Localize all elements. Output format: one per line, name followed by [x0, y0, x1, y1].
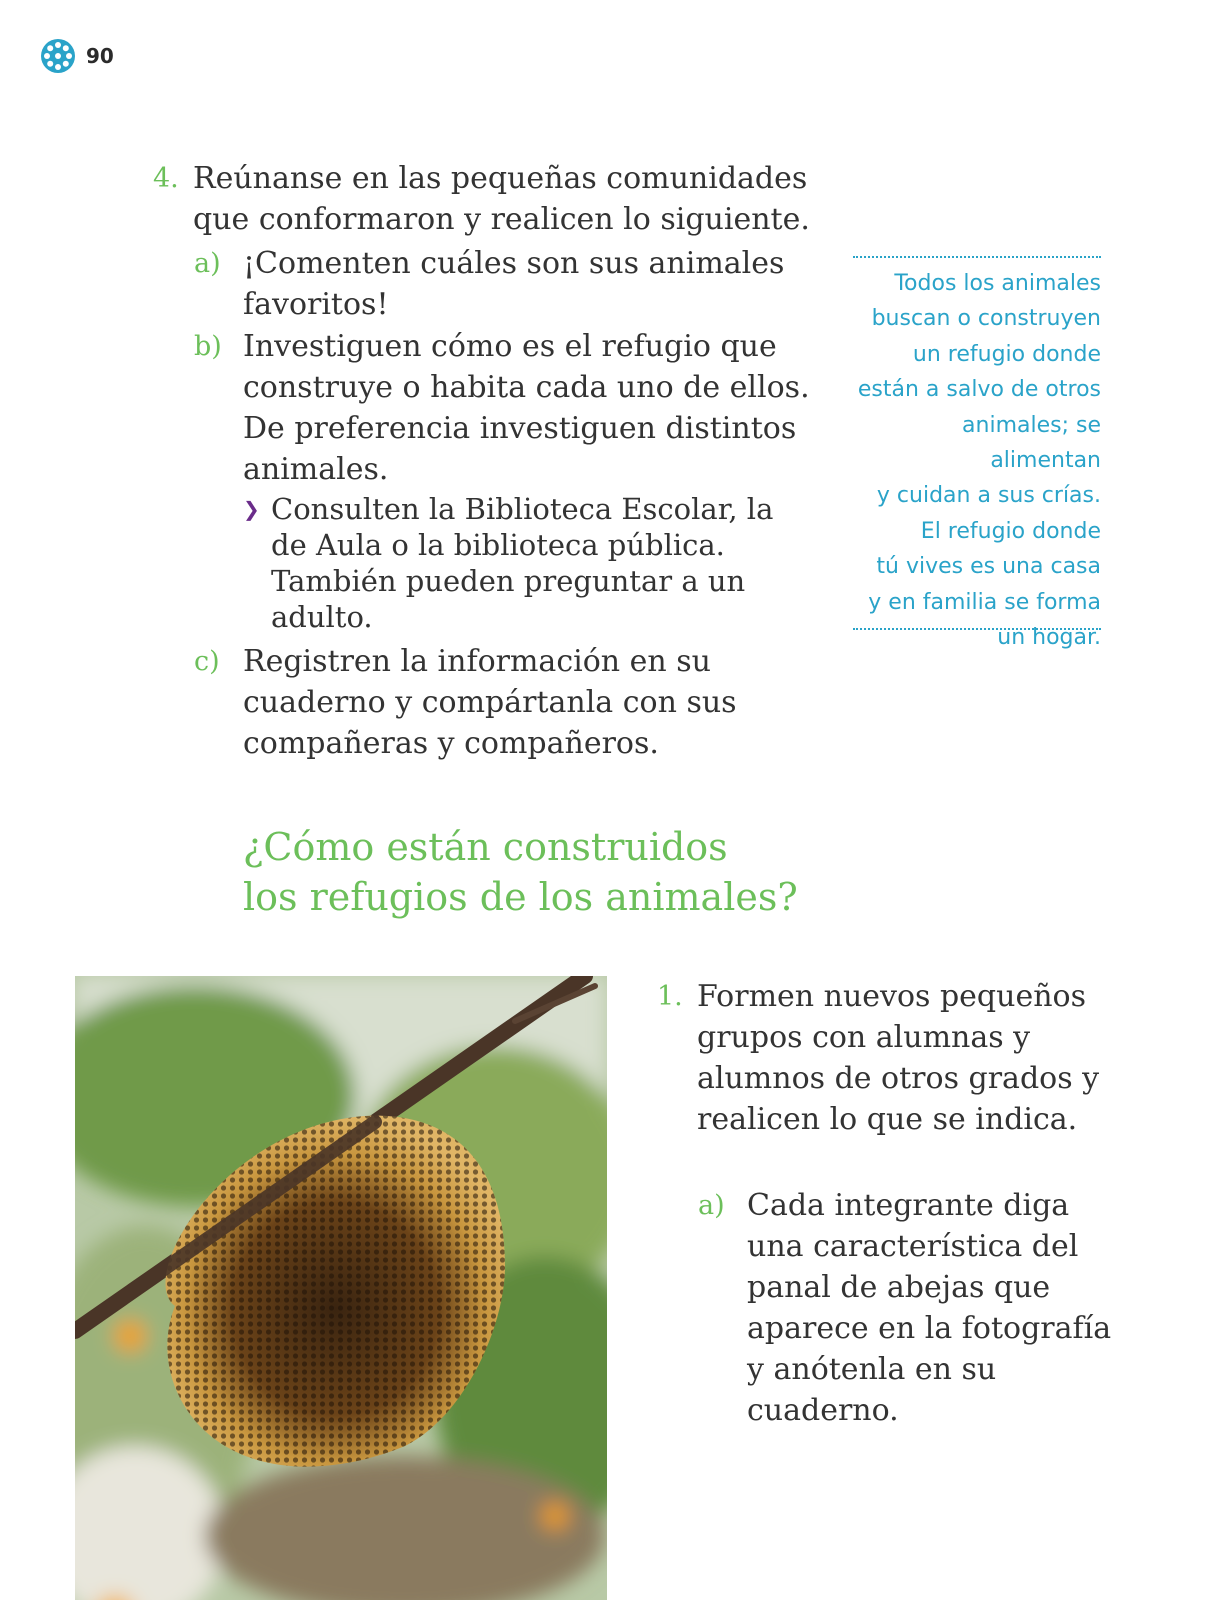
page-number: 90	[86, 44, 114, 68]
activity-4	[153, 158, 813, 240]
section-heading	[243, 822, 863, 922]
item-letter: b)	[194, 331, 222, 362]
item-text: Investiguen cómo es el refugio que construye o habita cada uno de ellos. De preferencia investiguen distintos animales.	[243, 329, 810, 487]
sidebar-line: buscan o construyen	[871, 306, 1101, 332]
item-text: Registren la información en su cuaderno y compártanla con sus compañeras y compañeros.	[243, 644, 737, 761]
honeycomb-photo	[75, 976, 607, 1600]
sidebar-line: y en familia se forma	[868, 589, 1101, 615]
chevron-right-icon: ❯	[243, 497, 260, 521]
item-letter: c)	[194, 646, 220, 677]
sidebar-line: un refugio donde	[912, 341, 1101, 367]
subitem-b	[194, 326, 813, 490]
item-text: ¡Comenten cuáles son sus animales favoritos!	[243, 246, 785, 322]
subitem-a	[194, 243, 803, 325]
item-number: 1.	[657, 981, 683, 1012]
activity-1	[657, 976, 1117, 1140]
item-letter: a)	[194, 248, 221, 279]
sidebar-line: El refugio donde	[920, 518, 1101, 544]
item-text: Reúnanse en las pequeñas comunidades que conformaron y realicen lo siguiente.	[193, 161, 810, 237]
subitem-a	[698, 1185, 1127, 1431]
page-header	[40, 38, 114, 74]
item-letter: a)	[698, 1190, 725, 1221]
sidebar-line: y cuidan a sus crías.	[876, 483, 1101, 509]
sidebar-line: tú vives es una casa	[876, 554, 1101, 580]
sidebar-note	[853, 256, 1101, 651]
flower-emblem-icon	[40, 38, 76, 74]
bullet-item	[243, 491, 811, 635]
sidebar-text	[853, 266, 1101, 655]
sidebar-line: un hogar.	[997, 625, 1101, 651]
sidebar-line: Todos los animales	[894, 271, 1101, 296]
item-text: Formen nuevos pequeños grupos con alumnas y alumnos de otros grados y realicen lo que se indica.	[697, 979, 1100, 1137]
sidebar-line: están a salvo de otros	[857, 377, 1101, 403]
heading-line: los refugios de los animales?	[243, 875, 798, 919]
item-text: Cada integrante diga una característica del panal de abejas que aparece en la fotografía y anótenla en su cuaderno.	[747, 1188, 1112, 1428]
subitem-c	[194, 641, 803, 764]
sidebar-line: animales; se alimentan	[962, 412, 1101, 474]
heading-line: ¿Cómo están construidos	[243, 825, 728, 869]
bullet-text: Consulten la Biblioteca Escolar, la de Aula o la biblioteca pública. También pueden preguntar a un adulto.	[271, 492, 774, 634]
item-number: 4.	[153, 163, 179, 194]
